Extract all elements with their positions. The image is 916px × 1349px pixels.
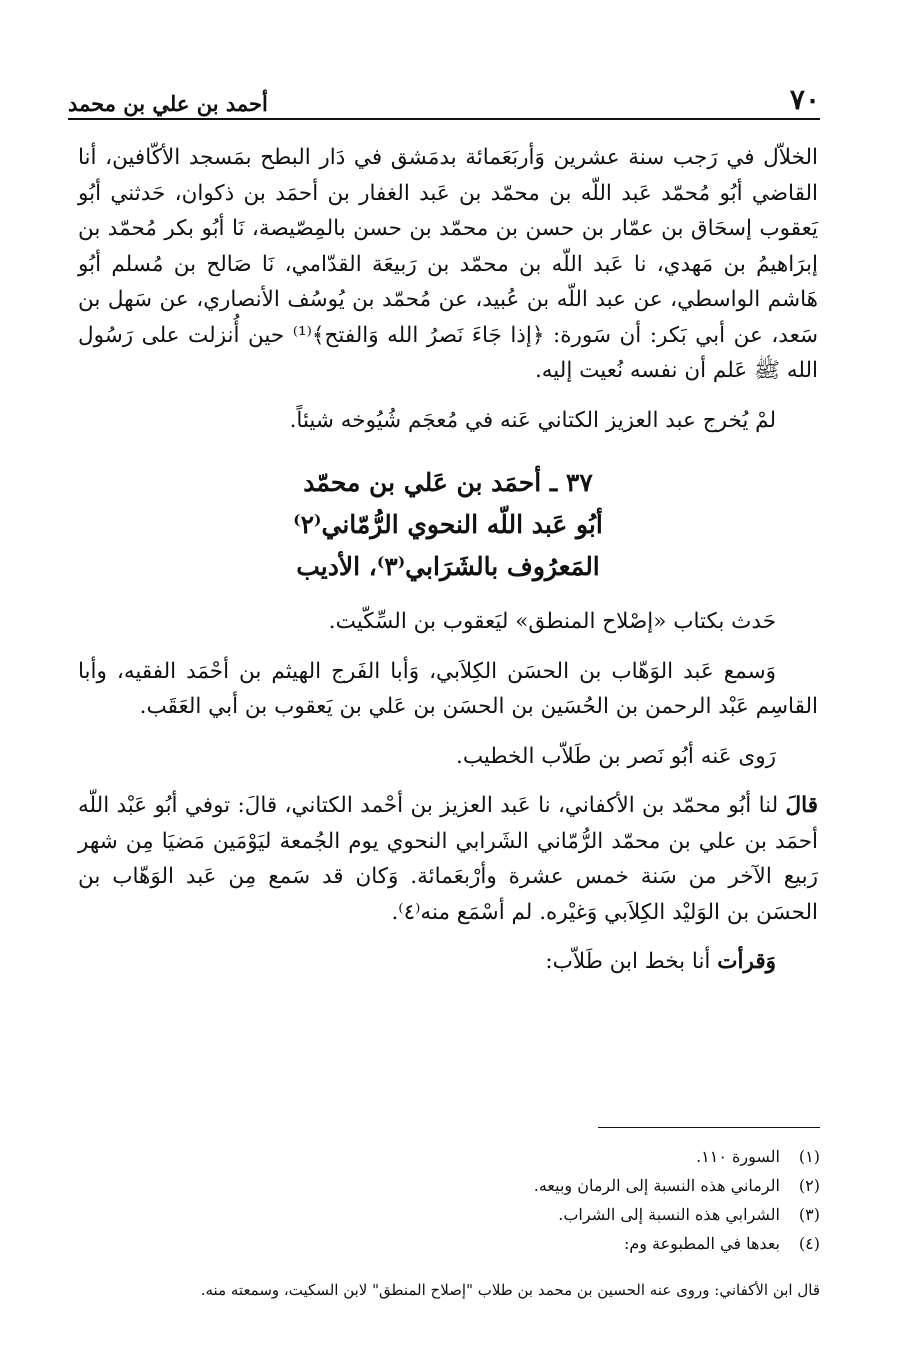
paragraph-hadith-chain: الخلاّل في رَجب سنة عشرين وَأربَعَمائة بدمَشق في دَار البطح بمَسجد الأكّافين، أنا القاضي أبُو مُحمّد عَبد اللّه بن محمّد بن عَبد الغفار بن أحمَد بن ذكوان، حَدثني أبُو يَعقوب إسحَاق بن عمّار بن حسن بن محمّد بن حسن بالمِصّيصة، نَا أبُو بكر مُحمّد بن إبرَاهيمُ بن مَهدي، نا عَبد اللّه بن محمّد بن رَبيعَة القدّامي، نَا صَالح بن مُسلم أبُو هَاشم الواسطي، عن عبد اللّه بن عُبيد، عن مُحمّد بن يُوسُف الأنصاري، عن سَهل بن سَعد، عن أبي بَكر: أن سَورة: ﴿إذا جَاءَ نَصرُ الله وَالفتح﴾⁽¹⁾ حين أُنزلت على رَسُول الله ﷺ عَلم أن نفسه نُعيت إليه.	[78, 145, 818, 383]
footnote-text: بعدها في المطبوعة وم:	[623, 1234, 780, 1253]
footnote-item	[78, 1200, 820, 1229]
entry-title	[78, 462, 818, 588]
entry-title-line-2: أبُو عَبد اللّه النحوي الرُّمّاني⁽٢⁾	[293, 510, 603, 539]
footnote-number: (٤)	[798, 1234, 820, 1253]
paragraph-death-report	[78, 788, 818, 930]
page-body	[78, 140, 818, 980]
paragraph-death-report-text: لنا أبُو محمّد بن الأكفاني، نا عَبد العزيز بن أحْمد الكتاني، قالَ: توفي أبُو عَبْد اللّه أحمَد بن علي بن محمّد الرُّمّاني الشَرابي النحوي يوم الجُمعة ليَوْمَين مَضيَا مِن شهر رَبيع الآخر من سَنة خمس عشرة وأرْبعَمائة. وَكان قد سَمع مِن عَبد الوَهّاب بن الحسَن بن الوَليْد الكِلاَبي وَغيْره. لم أسْمَع منه⁽٤⁾.	[78, 793, 818, 925]
paragraph-narrated-book: حَدث بكتاب «إصْلاح المنطق» ليَعقوب بن السِّكّيت.	[328, 609, 776, 634]
entry-title-line-1: ٣٧ ـ أحمَد بن عَلي بن محمّد	[303, 468, 593, 497]
footnotes	[78, 1142, 820, 1258]
paragraph-read-handwriting	[78, 944, 818, 980]
footnote-text: السورة ١١٠.	[696, 1147, 780, 1166]
footnote-number: (٣)	[798, 1205, 820, 1224]
footnote-number: (١)	[798, 1147, 820, 1166]
footnote-item	[78, 1229, 820, 1258]
page-number: ٧٠	[789, 83, 820, 116]
entry-title-line-3: المَعرُوف بالشَرَابي⁽٣⁾، الأديب	[296, 552, 600, 581]
page-header	[68, 80, 820, 120]
footnote-separator	[598, 1127, 820, 1128]
paragraph-lead-word: وَقرأت	[717, 949, 776, 974]
running-title: أحمد بن علي بن محمد	[68, 91, 268, 116]
footnote-continuation: قال ابن الأكفاني: وروى عنه الحسين بن محمد بن طلاب "إصلاح المنطق" لابن السكيت، وسمعته منه.	[200, 1281, 820, 1299]
paragraph-teachers: وَسمع عَبد الوَهّاب بن الحسَن الكِلاَبي، وَأبا الفَرج الهيثم بن أحْمَد الفقيه، وأبا القاسِم عَبْد الرحمن بن الحُسَين بن الحسَن بن عَلي بن يَعقوب بن أبي العَقَب.	[78, 658, 818, 719]
paragraph-kattani-note: لمْ يُخرج عبد العزيز الكتاني عَنه في مُعجَم شُيُوخه شيئاً.	[289, 407, 776, 433]
footnote-number: (٢)	[798, 1176, 820, 1195]
footnote-text: الشرابي هذه النسبة إلى الشراب.	[558, 1205, 780, 1224]
footnote-item	[78, 1142, 820, 1171]
footnote-text: الرماني هذه النسبة إلى الرمان وبيعه.	[533, 1176, 780, 1195]
paragraph-read-handwriting-text: أنا بخط ابن طَلاّب:	[545, 949, 718, 974]
footnote-item	[78, 1171, 820, 1200]
paragraph-students: رَوى عَنه أبُو نَصر بن طَلاّب الخطيب.	[455, 743, 776, 769]
paragraph-lead-word: قالَ	[785, 793, 818, 818]
